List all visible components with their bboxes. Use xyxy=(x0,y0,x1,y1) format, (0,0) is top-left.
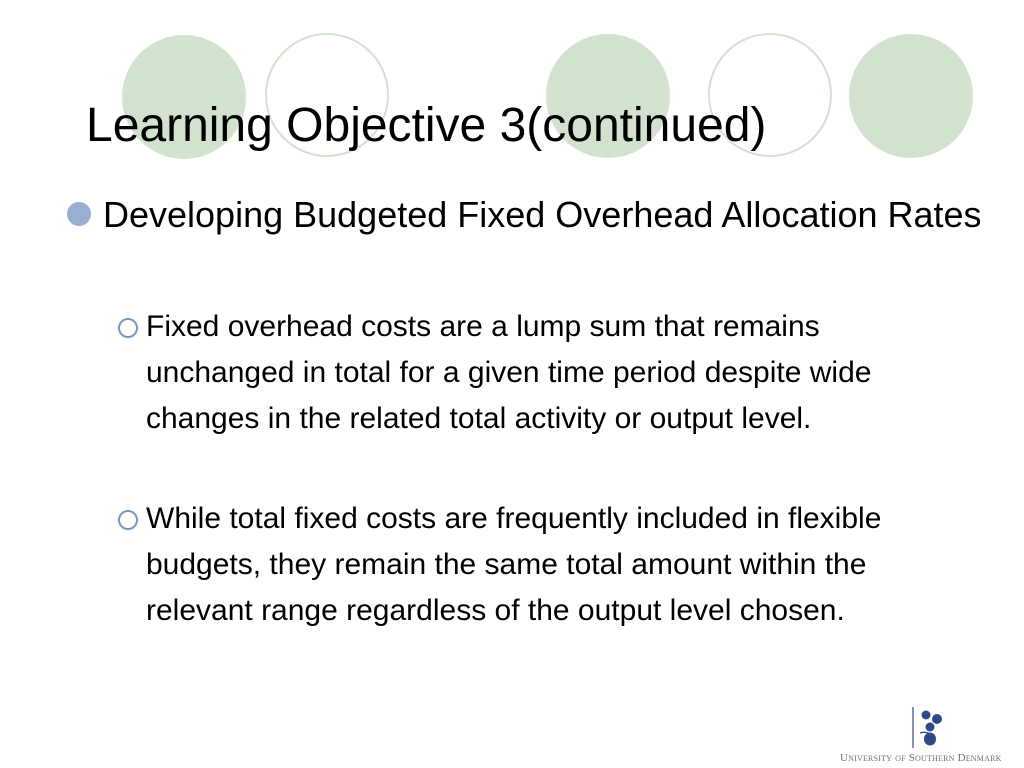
slide-title: Learning Objective 3(continued) xyxy=(86,99,767,152)
leaf-logo-icon xyxy=(840,705,1016,751)
decorative-circle xyxy=(849,34,973,158)
sub-bullet-circle-icon xyxy=(118,510,138,530)
university-logo xyxy=(840,705,1016,767)
bullet-text: Developing Budgeted Fixed Overhead Allocation Rates xyxy=(103,194,982,235)
bullet-dot-icon xyxy=(67,202,91,226)
sub-bullet-text: Fixed overhead costs are a lump sum that remains unchanged in total for a given time period despite wide changes in the related total activity or output level. xyxy=(146,310,872,435)
sub-bullet-text: While total fixed costs are frequently included in flexible budgets, they remain the same total amount within the relevant range regardless of the output level chosen. xyxy=(146,502,882,627)
sub-bullet-circle-icon xyxy=(118,318,138,338)
logo-text: University of Southern Denmark xyxy=(840,752,1002,764)
